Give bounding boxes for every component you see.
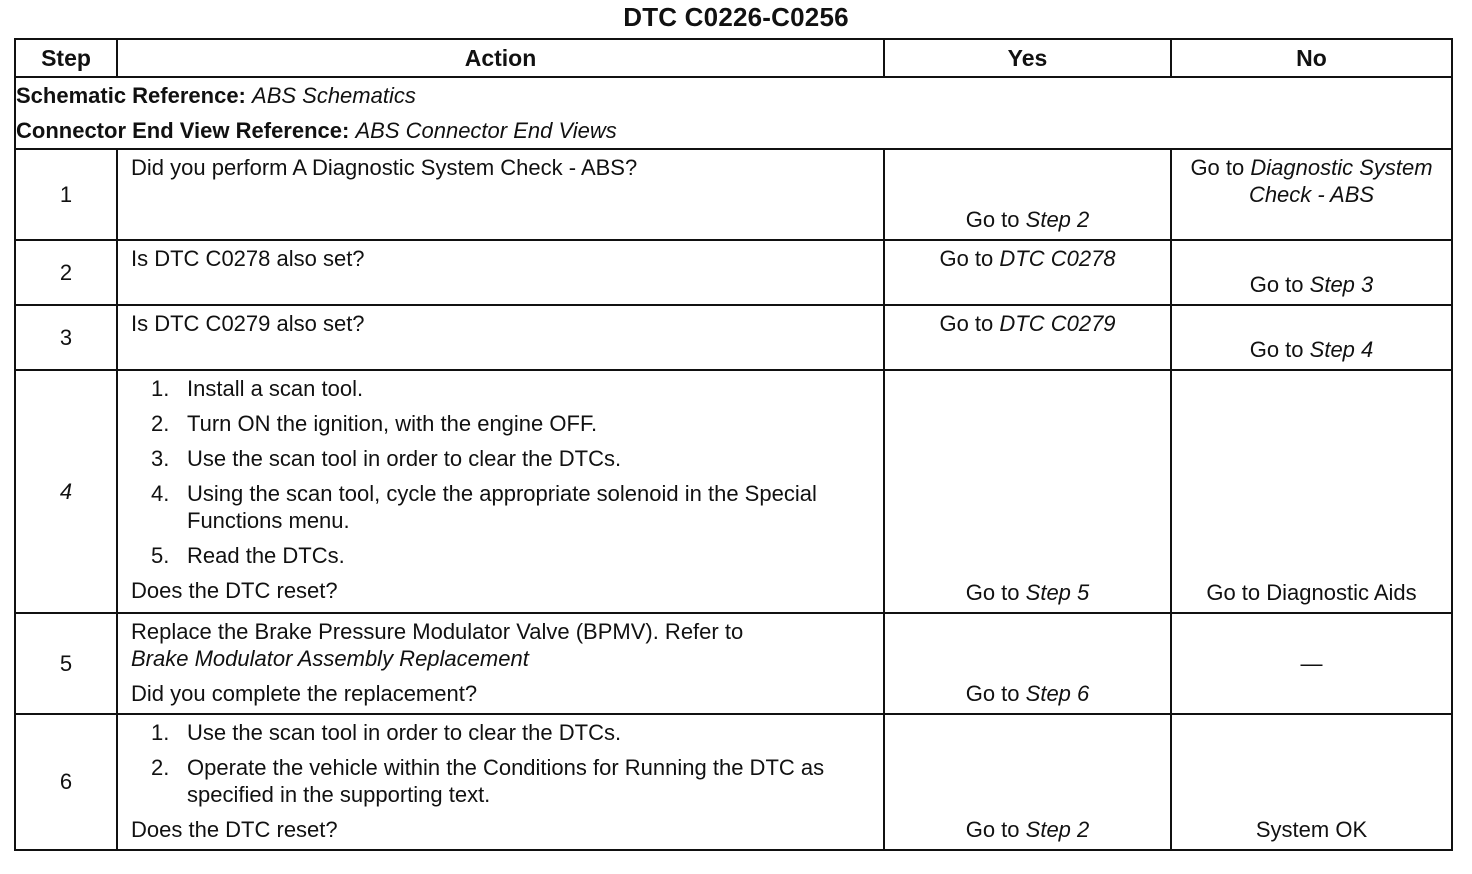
no-link[interactable]: Step 4: [1309, 337, 1374, 362]
schematic-reference-label: Schematic Reference:: [16, 83, 246, 108]
table-row: [15, 714, 1452, 850]
yes-cell: [884, 149, 1171, 240]
yes-cell: [884, 305, 1171, 370]
yes-prefix: Go to: [965, 681, 1020, 706]
item-number: 2.: [151, 755, 170, 780]
step-number: 5: [15, 613, 117, 714]
schematic-reference: [16, 78, 1451, 113]
reference-cell: [15, 77, 1452, 149]
action-cell: [117, 370, 884, 613]
no-link[interactable]: Diagnostic System Check - ABS: [1248, 155, 1433, 207]
item-number: 5.: [151, 543, 170, 568]
list-item: [131, 410, 873, 437]
item-text: Install a scan tool.: [187, 376, 364, 401]
no-cell: [1171, 149, 1452, 240]
item-text: Using the scan tool, cycle the appropriate solenoid in the Special Functions menu.: [187, 481, 817, 533]
list-item: [131, 445, 873, 472]
yes-link[interactable]: Step 5: [1025, 580, 1090, 605]
action-question: Is DTC C0279 also set?: [131, 311, 365, 336]
no-prefix: Go to: [1249, 337, 1304, 362]
table-row: [15, 613, 1452, 714]
action-question: Does the DTC reset?: [131, 578, 338, 603]
table-row: [15, 240, 1452, 305]
table-row: [15, 149, 1452, 240]
yes-link[interactable]: DTC C0278: [999, 246, 1116, 271]
yes-prefix: Go to: [965, 817, 1020, 842]
yes-prefix: Go to: [965, 207, 1020, 232]
yes-link[interactable]: Step 2: [1025, 817, 1090, 842]
action-cell: [117, 613, 884, 714]
action-instruction: Replace the Brake Pressure Modulator Valve (BPMV). Refer to: [131, 619, 744, 644]
no-cell: [1171, 370, 1452, 613]
yes-cell: [884, 613, 1171, 714]
list-item: [131, 719, 873, 746]
instruction-link[interactable]: Brake Modulator Assembly Replacement: [131, 646, 529, 671]
action-cell: [117, 714, 884, 850]
header-action: Action: [117, 39, 884, 77]
action-question: Is DTC C0278 also set?: [131, 246, 365, 271]
no-prefix: Go to: [1249, 272, 1304, 297]
yes-cell: [884, 714, 1171, 850]
no-cell: [1171, 714, 1452, 850]
yes-prefix: Go to: [965, 580, 1020, 605]
table-row: [15, 305, 1452, 370]
step-number: 6: [15, 714, 117, 850]
list-item: [131, 754, 873, 808]
action-cell: [117, 149, 884, 240]
no-dash: —: [1300, 651, 1323, 676]
action-question: Did you perform A Diagnostic System Check - ABS?: [131, 155, 638, 180]
item-number: 3.: [151, 446, 170, 471]
item-number: 2.: [151, 411, 170, 436]
yes-link[interactable]: Step 6: [1025, 681, 1090, 706]
no-prefix: Go to: [1190, 155, 1245, 180]
action-steps-list: [131, 719, 873, 808]
yes-link[interactable]: DTC C0279: [999, 311, 1116, 336]
yes-prefix: Go to: [939, 311, 994, 336]
step-number: 2: [15, 240, 117, 305]
item-text: Use the scan tool in order to clear the DTCs.: [187, 720, 622, 745]
no-link[interactable]: Go to Diagnostic Aids: [1206, 580, 1417, 605]
action-question: Does the DTC reset?: [131, 817, 338, 842]
no-cell: [1171, 240, 1452, 305]
table-row: [15, 370, 1452, 613]
yes-prefix: Go to: [939, 246, 994, 271]
item-number: 4.: [151, 481, 170, 506]
reference-row: [15, 77, 1452, 149]
list-item: [131, 542, 873, 569]
connector-reference-link[interactable]: ABS Connector End Views: [355, 118, 617, 143]
header-yes: Yes: [884, 39, 1171, 77]
item-text: Read the DTCs.: [187, 543, 345, 568]
item-text: Turn ON the ignition, with the engine OFF.: [187, 411, 598, 436]
yes-link[interactable]: Step 2: [1025, 207, 1090, 232]
action-cell: [117, 305, 884, 370]
diagnostic-table: [14, 38, 1453, 851]
header-row: [15, 39, 1452, 77]
item-number: 1.: [151, 376, 170, 401]
list-item: [131, 375, 873, 402]
connector-reference: [16, 113, 1451, 148]
action-cell: [117, 240, 884, 305]
action-steps-list: [131, 375, 873, 569]
action-question: Did you complete the replacement?: [131, 681, 478, 706]
item-number: 1.: [151, 720, 170, 745]
no-cell: [1171, 305, 1452, 370]
no-result: System OK: [1255, 817, 1368, 842]
item-text: Operate the vehicle within the Conditions for Running the DTC as specified in the supporting text.: [187, 755, 825, 807]
header-no: No: [1171, 39, 1452, 77]
yes-cell: [884, 370, 1171, 613]
step-number: 3: [15, 305, 117, 370]
connector-reference-label: Connector End View Reference:: [16, 118, 350, 143]
page-title: DTC C0226-C0256: [623, 2, 849, 32]
schematic-reference-link[interactable]: ABS Schematics: [252, 83, 416, 108]
yes-cell: [884, 240, 1171, 305]
no-link[interactable]: Step 3: [1309, 272, 1374, 297]
list-item: [131, 480, 873, 534]
step-number: 4: [15, 370, 117, 613]
no-cell: [1171, 613, 1452, 714]
header-step: Step: [15, 39, 117, 77]
item-text: Use the scan tool in order to clear the DTCs.: [187, 446, 622, 471]
step-number: 1: [15, 149, 117, 240]
